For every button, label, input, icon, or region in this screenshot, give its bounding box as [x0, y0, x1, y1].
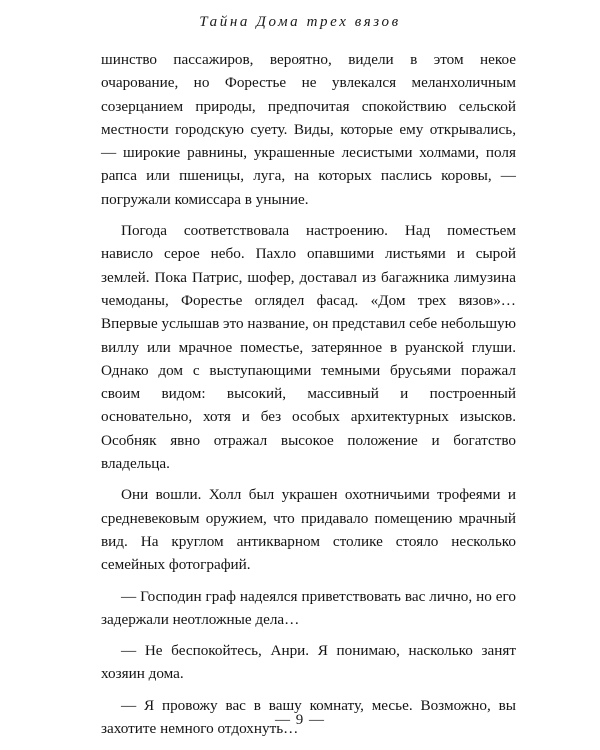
paragraph-continued: шинство пассажиров, вероятно, видели в этом некое очарование, но Форестье не увлекался меланхоличным созерцанием природы, предпочитая спокойствию сельской местности городскую суету. Виды, которые ему открывались, — широкие равнины, украшенные лесистыми холмами, поля рапса или пшеницы, луга, на которых паслись коровы, — погружали комиссара в уныние.	[101, 51, 516, 208]
paragraph-weather: Погода соответствовала настроению. Над поместьем нависло серое небо. Пахло опавшими листьями и сырой землей. Пока Патрис, шофер, доставал из багажника лимузина чемоданы, Форестье оглядел фасад. «Дом трех вязов»… Впервые услышав это название, он представил себе небольшую виллу или мрачное поместье, затерянное в руанской глуши. Однако дом с выступающими темными брусьями поражал своим видом: высокий, массивный и построенный основательно, хотя и без особых архитектурных изысков. Особняк явно отражал высокое положение и богатство владельца.	[101, 222, 516, 473]
page-number: — 9 —	[275, 712, 325, 728]
running-header: Тайна Дома трех вязов	[199, 14, 401, 30]
dialogue-line: — Не беспокойтесь, Анри. Я понимаю, насколько занят хозяин дома.	[101, 642, 516, 683]
dialogue-line: — Господин граф надеялся приветствовать вас лично, но его задержали неотложные дела…	[101, 587, 516, 628]
dialogue-line: — Я провожу вас в вашу комнату, месье. Возможно, вы захотите немного отдохнуть…	[101, 696, 516, 738]
body-text	[101, 48, 516, 740]
paragraph-hall: Они вошли. Холл был украшен охотничьими трофеями и средневековым оружием, что придавало помещению мрачный вид. На круглом антикварном столике стояло несколько семейных фотографий.	[101, 486, 516, 574]
